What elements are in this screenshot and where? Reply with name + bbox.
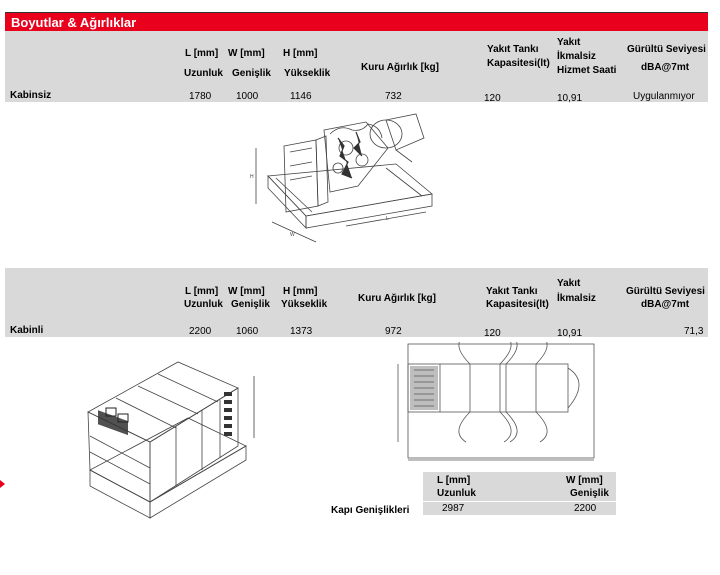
t1-w-sub: Genişlik <box>232 68 271 79</box>
door-w-value: 2200 <box>574 503 597 514</box>
table2-header <box>5 268 708 324</box>
t1-hours-sub: İkmalsiz <box>557 51 596 62</box>
table1-row <box>5 89 708 102</box>
t2-noise-sub: dBA@7mt <box>641 299 690 310</box>
door-l-label: L [mm] <box>437 475 471 486</box>
door-w-sub: Genişlik <box>570 488 609 499</box>
t1-row-tank: 120 <box>484 93 501 104</box>
t1-tank-label: Yakıt Tankı <box>487 44 539 55</box>
door-l-value: 2987 <box>442 503 465 514</box>
drawing1-w-label: W <box>290 232 295 238</box>
t2-l-sub: Uzunluk <box>184 299 223 310</box>
t2-h-label: H [mm] <box>283 286 318 297</box>
t2-weight-label: Kuru Ağırlık [kg] <box>358 293 436 304</box>
t1-row-weight: 732 <box>385 91 402 102</box>
door-w-label: W [mm] <box>566 475 603 486</box>
open-generator-drawing <box>246 108 442 252</box>
door-l-sub: Uzunluk <box>437 488 476 499</box>
t2-tank-sub: Kapasitesi(lt) <box>486 299 549 310</box>
t1-w-label: W [mm] <box>228 48 265 59</box>
t2-row-tank: 120 <box>484 328 501 339</box>
t1-l-sub: Uzunluk <box>184 68 223 79</box>
t1-l-label: L [mm] <box>185 48 219 59</box>
t1-h-sub: Yükseklik <box>284 68 331 79</box>
t2-row-name: Kabinli <box>10 325 44 336</box>
t2-hours-sub: İkmalsiz <box>557 293 596 304</box>
t1-weight-label: Kuru Ağırlık [kg] <box>361 62 439 73</box>
table2-row <box>5 324 708 337</box>
t2-l-label: L [mm] <box>185 286 219 297</box>
canopy-generator-drawing <box>70 352 270 522</box>
t1-tank-sub: Kapasitesi(lt) <box>487 58 550 69</box>
t2-w-label: W [mm] <box>228 286 265 297</box>
t1-row-hours: 10,91 <box>557 93 583 104</box>
t1-row-h: 1146 <box>290 91 312 102</box>
red-arrow-icon <box>0 480 5 488</box>
t1-noise-sub: dBA@7mt <box>641 62 690 73</box>
top-view-drawing <box>396 342 608 462</box>
t2-w-sub: Genişlik <box>231 299 270 310</box>
t2-row-hours: 10,91 <box>557 328 583 339</box>
drawing1-h-label: H <box>250 174 254 180</box>
table1-header <box>5 31 708 89</box>
t2-h-sub: Yükseklik <box>281 299 328 310</box>
t1-row-name: Kabinsiz <box>10 90 52 101</box>
t1-noise-label: Gürültü Seviyesi <box>627 44 706 55</box>
t2-noise-label: Gürültü Seviyesi <box>626 286 705 297</box>
t1-hours-label: Yakıt <box>557 37 581 48</box>
t2-row-w: 1060 <box>236 326 259 337</box>
t1-row-w: 1000 <box>236 91 259 102</box>
t1-hours-sub2: Hizmet Saati <box>557 65 617 76</box>
t2-row-h: 1373 <box>290 326 313 337</box>
section-title: Boyutlar & Ağırlıklar <box>5 12 708 31</box>
t1-h-label: H [mm] <box>283 48 318 59</box>
door-row-label: Kapı Genişlikleri <box>331 505 410 516</box>
drawing1-l-label: L <box>386 216 389 222</box>
t2-hours-label: Yakıt <box>557 278 581 289</box>
t2-row-l: 2200 <box>189 326 212 337</box>
t1-row-l: 1780 <box>189 91 212 102</box>
t2-row-noise: 71,3 <box>684 326 704 337</box>
t2-tank-label: Yakıt Tankı <box>486 286 538 297</box>
t1-row-noise: Uygulanmıyor <box>633 91 695 102</box>
t2-row-weight: 972 <box>385 326 402 337</box>
